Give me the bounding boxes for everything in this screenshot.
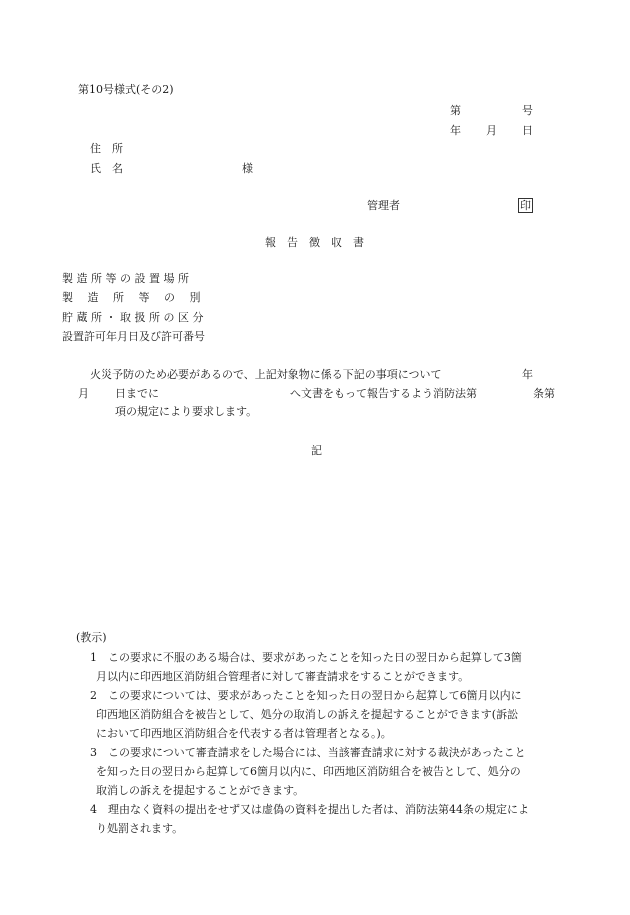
body-line1-year: 年 — [522, 368, 533, 381]
item-label-location: 製 造 所 等 の 設 置 場 所 — [62, 272, 189, 285]
notice-1-line2: 月以内に印西地区消防組合管理者に対して審査請求をすることができます。 — [96, 670, 470, 683]
document-title: 報 告 徴 収 書 — [265, 236, 364, 249]
sender-label: 管理者 — [367, 199, 400, 212]
name-label: 氏 名 — [90, 162, 123, 175]
doc-number-suffix: 号 — [522, 104, 533, 117]
notice-heading: (教示) — [76, 631, 107, 644]
body-line2-article: 条第 — [533, 387, 555, 400]
notice-4-num: 4 — [90, 803, 97, 816]
notice-3-line3: 取消しの訴えを提起することができます。 — [96, 784, 305, 797]
notice-1-num: 1 — [90, 651, 97, 664]
notice-2-num: 2 — [90, 689, 97, 702]
item-label-category: 貯 蔵 所 ・ 取 扱 所 の 区 分 — [62, 311, 204, 324]
item-label-facility-type: 製 造 所 等 の 別 — [62, 291, 201, 304]
honorific: 様 — [242, 162, 253, 175]
notice-1-line1: この要求に不服のある場合は、要求があったことを知った日の翌日から起算して3箇 — [108, 651, 522, 664]
notice-2-line2: 印西地区消防組合を被告として、処分の取消しの訴えを提起することができます(訴訟 — [96, 708, 519, 721]
ki-heading: 記 — [311, 444, 322, 457]
body-line3: 項の規定により要求します。 — [115, 405, 258, 418]
notice-4-line1: 理由なく資料の提出をせず又は虚偽の資料を提出した者は、消防法第44条の規定によ — [108, 803, 529, 816]
date-year: 年 — [450, 124, 461, 137]
address-label: 住 所 — [90, 142, 123, 155]
notice-3-line1: この要求について審査請求をした場合には、当該審査請求に対する裁決があったこと — [108, 746, 526, 759]
notice-2-line3: において印西地区消防組合を代表する者は管理者となる。)。 — [96, 727, 392, 740]
body-line2-month: 月 — [78, 387, 89, 400]
body-line2-text: へ文書をもって報告するよう消防法第 — [290, 387, 477, 400]
seal-text: 印 — [520, 199, 531, 212]
form-number: 第10号様式(その2) — [78, 83, 174, 96]
notice-2-line1: この要求については、要求があったことを知った日の翌日から起算して6箇月以内に — [108, 689, 522, 702]
body-line2-day: 日までに — [115, 387, 159, 400]
date-day: 日 — [522, 124, 533, 137]
notice-3-num: 3 — [90, 746, 97, 759]
notice-4-line2: り処罰されます。 — [96, 822, 184, 835]
doc-number-prefix: 第 — [450, 104, 461, 117]
date-month: 月 — [486, 124, 497, 137]
seal-mark — [518, 198, 533, 213]
body-line1: 火災予防のため必要があるので、上記対象物に係る下記の事項について — [90, 368, 442, 381]
item-label-permit: 設置許可年月日及び許可番号 — [62, 330, 205, 343]
notice-3-line2: を知った日の翌日から起算して6箇月以内に、印西地区消防組合を被告として、処分の — [96, 765, 521, 778]
